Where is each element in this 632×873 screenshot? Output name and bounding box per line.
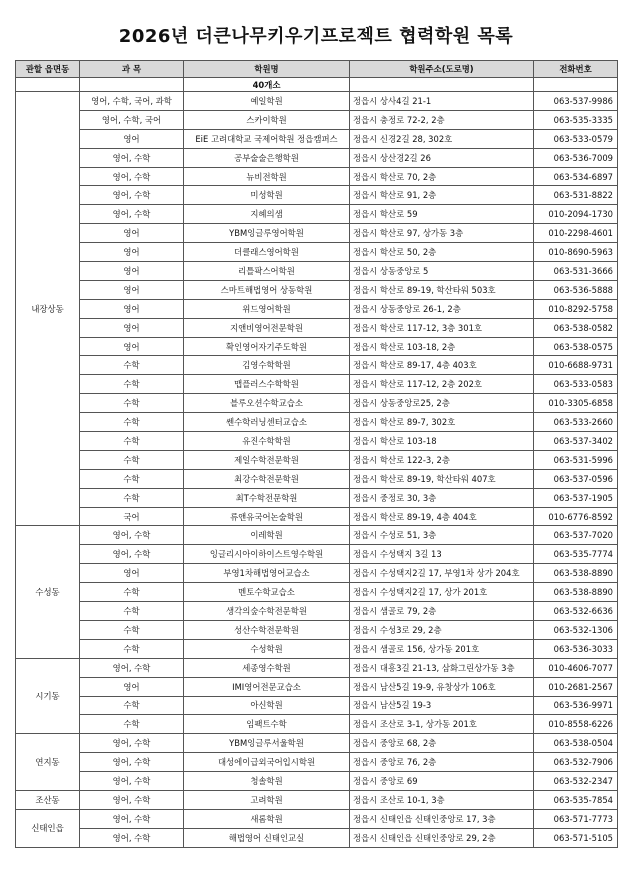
- table-row: [16, 677, 618, 696]
- subject-cell: 영어, 수학, 국어, 과학: [80, 92, 184, 111]
- phone-cell: 063-534-6897: [534, 167, 618, 186]
- subject-cell: 수학: [80, 602, 184, 621]
- address-cell: 정읍시 학산로 103-18, 2층: [350, 337, 534, 356]
- table-row: [16, 564, 618, 583]
- subject-cell: 영어: [80, 299, 184, 318]
- academy-name-cell: 제일수학전문학원: [184, 450, 350, 469]
- address-cell: 정읍시 상동중앙로25, 2층: [350, 394, 534, 413]
- table-row: [16, 129, 618, 148]
- academy-name-cell: 확인영어자기주도학원: [184, 337, 350, 356]
- header-region: 관할 읍면동: [16, 61, 80, 78]
- table-row: [16, 243, 618, 262]
- address-cell: 정읍시 학산로 97, 상가동 3층: [350, 224, 534, 243]
- address-cell: 정읍시 수성3로 29, 2층: [350, 620, 534, 639]
- address-cell: 정읍시 상동중앙로 5: [350, 262, 534, 281]
- subject-cell: 영어, 수학, 국어: [80, 110, 184, 129]
- table-row: [16, 262, 618, 281]
- subject-cell: 영어, 수학: [80, 545, 184, 564]
- phone-cell: 010-8292-5758: [534, 299, 618, 318]
- address-cell: 정읍시 상동중앙로 26-1, 2층: [350, 299, 534, 318]
- academy-name-cell: 임팩트수학: [184, 715, 350, 734]
- table-row: [16, 224, 618, 243]
- phone-cell: 063-571-7773: [534, 809, 618, 828]
- academy-name-cell: YBM잉글루영어학원: [184, 224, 350, 243]
- academy-name-cell: 김영수학학원: [184, 356, 350, 375]
- academy-name-cell: 청솔학원: [184, 772, 350, 791]
- academy-name-cell: 유진수학학원: [184, 432, 350, 451]
- address-cell: 정읍시 학산로 103-18: [350, 432, 534, 451]
- table-row: [16, 715, 618, 734]
- table-row: [16, 356, 618, 375]
- subject-cell: 국어: [80, 507, 184, 526]
- header-address: 학원주소(도로명): [350, 61, 534, 78]
- academy-name-cell: 뉴비전학원: [184, 167, 350, 186]
- phone-cell: 063-536-9971: [534, 696, 618, 715]
- address-cell: 정읍시 학산로 89-19, 학산타워 503호: [350, 280, 534, 299]
- academy-name-cell: 부영1차해법영어교습소: [184, 564, 350, 583]
- subject-cell: 수학: [80, 469, 184, 488]
- academy-name-cell: 지혜의샘: [184, 205, 350, 224]
- total-count: 40개소: [184, 78, 350, 92]
- total-blank: [350, 78, 534, 92]
- total-blank: [534, 78, 618, 92]
- region-cell: 시기동: [16, 658, 80, 734]
- table-row: [16, 432, 618, 451]
- region-cell: 연지동: [16, 734, 80, 791]
- region-cell: 신태인읍: [16, 809, 80, 847]
- table-row: [16, 639, 618, 658]
- academy-name-cell: 아신학원: [184, 696, 350, 715]
- academy-name-cell: 해법영어 신태인교실: [184, 828, 350, 847]
- table-row: [16, 469, 618, 488]
- total-blank: [80, 78, 184, 92]
- subject-cell: 영어, 수학: [80, 734, 184, 753]
- academy-name-cell: 멘토수학교습소: [184, 583, 350, 602]
- address-cell: 정읍시 대흥3길 21-13, 삼화그린상가동 3층: [350, 658, 534, 677]
- table-row: [16, 318, 618, 337]
- address-cell: 정읍시 중정로 30, 3층: [350, 488, 534, 507]
- academy-name-cell: 위드영어학원: [184, 299, 350, 318]
- table-row: [16, 299, 618, 318]
- academy-name-cell: 잉글리시아이하이스트영수학원: [184, 545, 350, 564]
- academy-name-cell: 리틀팍스어학원: [184, 262, 350, 281]
- address-cell: 정읍시 학산로 89-19, 학산타워 407호: [350, 469, 534, 488]
- table-row: [16, 583, 618, 602]
- address-cell: 정읍시 수성택지2길 17, 부영1차 상가 204호: [350, 564, 534, 583]
- academy-name-cell: 세종영수학원: [184, 658, 350, 677]
- address-cell: 정읍시 중앙로 68, 2층: [350, 734, 534, 753]
- address-cell: 정읍시 학산로 117-12, 3층 301호: [350, 318, 534, 337]
- table-row: [16, 413, 618, 432]
- region-cell: 수성동: [16, 526, 80, 658]
- address-cell: 정읍시 조산로 3-1, 상가동 201호: [350, 715, 534, 734]
- subject-cell: 영어, 수학: [80, 790, 184, 809]
- table-row: [16, 696, 618, 715]
- phone-cell: 063-533-0583: [534, 375, 618, 394]
- phone-cell: 010-6688-9731: [534, 356, 618, 375]
- phone-cell: 010-2298-4601: [534, 224, 618, 243]
- table-row: [16, 602, 618, 621]
- table-row: [16, 620, 618, 639]
- phone-cell: 063-538-0582: [534, 318, 618, 337]
- phone-cell: 063-533-0579: [534, 129, 618, 148]
- subject-cell: 영어: [80, 564, 184, 583]
- address-cell: 정읍시 조산로 10-1, 3층: [350, 790, 534, 809]
- phone-cell: 063-532-2347: [534, 772, 618, 791]
- phone-cell: 063-532-7906: [534, 753, 618, 772]
- table-row: [16, 772, 618, 791]
- address-cell: 정읍시 신경2길 28, 302호: [350, 129, 534, 148]
- address-cell: 정읍시 학산로 117-12, 2층 202호: [350, 375, 534, 394]
- subject-cell: 영어: [80, 318, 184, 337]
- subject-cell: 수학: [80, 583, 184, 602]
- subject-cell: 영어: [80, 677, 184, 696]
- subject-cell: 영어: [80, 280, 184, 299]
- address-cell: 정읍시 샘골로 156, 상가동 201호: [350, 639, 534, 658]
- academy-name-cell: 류앤유국어논술학원: [184, 507, 350, 526]
- subject-cell: 수학: [80, 450, 184, 469]
- table-row: [16, 186, 618, 205]
- address-cell: 정읍시 학산로 89-19, 4층 404호: [350, 507, 534, 526]
- address-cell: 정읍시 남산5길 19-9, 유창상가 106호: [350, 677, 534, 696]
- phone-cell: 063-531-8822: [534, 186, 618, 205]
- academy-name-cell: 맵플러스수학학원: [184, 375, 350, 394]
- academy-name-cell: 성산수학전문학원: [184, 620, 350, 639]
- phone-cell: 063-537-9986: [534, 92, 618, 111]
- academy-name-cell: 미성학원: [184, 186, 350, 205]
- address-cell: 정읍시 중앙로 69: [350, 772, 534, 791]
- phone-cell: 063-537-1905: [534, 488, 618, 507]
- phone-cell: 063-537-0596: [534, 469, 618, 488]
- subject-cell: 수학: [80, 620, 184, 639]
- subject-cell: 수학: [80, 639, 184, 658]
- phone-cell: 010-4606-7077: [534, 658, 618, 677]
- phone-cell: 063-536-5888: [534, 280, 618, 299]
- academy-name-cell: 수성학원: [184, 639, 350, 658]
- subject-cell: 수학: [80, 715, 184, 734]
- total-count-row: [16, 78, 618, 92]
- total-blank: [16, 78, 80, 92]
- table-row: [16, 753, 618, 772]
- academy-name-cell: 예일학원: [184, 92, 350, 111]
- phone-cell: 010-6776-8592: [534, 507, 618, 526]
- phone-cell: 063-538-0575: [534, 337, 618, 356]
- phone-cell: 063-533-2660: [534, 413, 618, 432]
- table-row: [16, 790, 618, 809]
- phone-cell: 063-532-6636: [534, 602, 618, 621]
- region-cell: 내장상동: [16, 92, 80, 526]
- table-row: [16, 488, 618, 507]
- table-row: [16, 375, 618, 394]
- phone-cell: 063-532-1306: [534, 620, 618, 639]
- subject-cell: 영어, 수학: [80, 772, 184, 791]
- address-cell: 정읍시 학산로 59: [350, 205, 534, 224]
- subject-cell: 수학: [80, 394, 184, 413]
- academy-name-cell: 공부술술은행학원: [184, 148, 350, 167]
- address-cell: 정읍시 신태인읍 신태인중앙로 29, 2층: [350, 828, 534, 847]
- table-row: [16, 450, 618, 469]
- page-title: 2026년 더큰나무키우기프로젝트 협력학원 목록: [118, 26, 514, 47]
- phone-cell: 063-535-3335: [534, 110, 618, 129]
- phone-cell: 063-537-3402: [534, 432, 618, 451]
- table-row: [16, 280, 618, 299]
- phone-cell: 063-531-3666: [534, 262, 618, 281]
- table-row: [16, 526, 618, 545]
- header-academy-name: 학원명: [184, 61, 350, 78]
- academy-name-cell: 지앤비영어전문학원: [184, 318, 350, 337]
- phone-cell: 063-531-5996: [534, 450, 618, 469]
- address-cell: 정읍시 학산로 50, 2층: [350, 243, 534, 262]
- header-row: [16, 61, 618, 78]
- table-row: [16, 828, 618, 847]
- academy-name-cell: 생각의숲수학전문학원: [184, 602, 350, 621]
- table-row: [16, 337, 618, 356]
- academy-name-cell: 더클래스영어학원: [184, 243, 350, 262]
- phone-cell: 010-2681-2567: [534, 677, 618, 696]
- address-cell: 정읍시 학산로 70, 2층: [350, 167, 534, 186]
- subject-cell: 영어, 수학: [80, 205, 184, 224]
- academy-name-cell: 스마트해법영어 상동학원: [184, 280, 350, 299]
- phone-cell: 063-535-7854: [534, 790, 618, 809]
- academy-name-cell: 고려학원: [184, 790, 350, 809]
- phone-cell: 063-537-7020: [534, 526, 618, 545]
- table-row: [16, 110, 618, 129]
- subject-cell: 영어: [80, 224, 184, 243]
- address-cell: 정읍시 샘골로 79, 2층: [350, 602, 534, 621]
- phone-cell: 063-571-5105: [534, 828, 618, 847]
- phone-cell: 010-8690-5963: [534, 243, 618, 262]
- academy-name-cell: 쎈수학러닝센터교습소: [184, 413, 350, 432]
- table-row: [16, 545, 618, 564]
- academy-name-cell: 블루오션수학교습소: [184, 394, 350, 413]
- address-cell: 정읍시 학산로 89-7, 302호: [350, 413, 534, 432]
- academy-name-cell: 스카이학원: [184, 110, 350, 129]
- phone-cell: 063-538-8890: [534, 583, 618, 602]
- address-cell: 정읍시 학산로 122-3, 2층: [350, 450, 534, 469]
- address-cell: 정읍시 수성로 51, 3층: [350, 526, 534, 545]
- academy-table: [15, 60, 618, 848]
- subject-cell: 영어, 수학: [80, 658, 184, 677]
- subject-cell: 영어: [80, 243, 184, 262]
- address-cell: 정읍시 학산로 89-17, 4층 403호: [350, 356, 534, 375]
- address-cell: 정읍시 신태인읍 신태인중앙로 17, 3층: [350, 809, 534, 828]
- table-row: [16, 92, 618, 111]
- address-cell: 정읍시 상사4길 21-1: [350, 92, 534, 111]
- subject-cell: 영어, 수학: [80, 753, 184, 772]
- academy-name-cell: IMI영어전문교습소: [184, 677, 350, 696]
- subject-cell: 영어, 수학: [80, 828, 184, 847]
- phone-cell: 063-538-8890: [534, 564, 618, 583]
- subject-cell: 영어: [80, 129, 184, 148]
- academy-name-cell: 새롬학원: [184, 809, 350, 828]
- subject-cell: 영어: [80, 262, 184, 281]
- region-cell: 조산동: [16, 790, 80, 809]
- header-subject: 과 목: [80, 61, 184, 78]
- subject-cell: 수학: [80, 696, 184, 715]
- address-cell: 정읍시 수성택지 3길 13: [350, 545, 534, 564]
- address-cell: 정읍시 학산로 91, 2층: [350, 186, 534, 205]
- academy-name-cell: 대성에이급외국어입시학원: [184, 753, 350, 772]
- subject-cell: 영어: [80, 337, 184, 356]
- table-row: [16, 394, 618, 413]
- academy-name-cell: 이레학원: [184, 526, 350, 545]
- phone-cell: 063-536-7009: [534, 148, 618, 167]
- phone-cell: 063-535-7774: [534, 545, 618, 564]
- subject-cell: 영어, 수학: [80, 148, 184, 167]
- address-cell: 정읍시 상산경2길 26: [350, 148, 534, 167]
- table-row: [16, 507, 618, 526]
- academy-name-cell: YBM잉글루서울학원: [184, 734, 350, 753]
- address-cell: 정읍시 충정로 72-2, 2층: [350, 110, 534, 129]
- table-row: [16, 148, 618, 167]
- academy-name-cell: EiE 고려대학교 국제어학원 정읍캠퍼스: [184, 129, 350, 148]
- subject-cell: 수학: [80, 413, 184, 432]
- table-row: [16, 809, 618, 828]
- subject-cell: 수학: [80, 375, 184, 394]
- phone-cell: 063-536-3033: [534, 639, 618, 658]
- subject-cell: 영어, 수학: [80, 809, 184, 828]
- table-row: [16, 734, 618, 753]
- academy-name-cell: 최강수학전문학원: [184, 469, 350, 488]
- table-row: [16, 205, 618, 224]
- address-cell: 정읍시 수성택지2길 17, 상가 201호: [350, 583, 534, 602]
- table-row: [16, 167, 618, 186]
- academy-name-cell: 최T수학전문학원: [184, 488, 350, 507]
- subject-cell: 영어, 수학: [80, 186, 184, 205]
- phone-cell: 010-2094-1730: [534, 205, 618, 224]
- subject-cell: 영어, 수학: [80, 526, 184, 545]
- table-row: [16, 658, 618, 677]
- subject-cell: 수학: [80, 356, 184, 375]
- subject-cell: 영어, 수학: [80, 167, 184, 186]
- subject-cell: 수학: [80, 488, 184, 507]
- phone-cell: 010-8558-6226: [534, 715, 618, 734]
- subject-cell: 수학: [80, 432, 184, 451]
- address-cell: 정읍시 중앙로 76, 2층: [350, 753, 534, 772]
- phone-cell: 063-538-0504: [534, 734, 618, 753]
- address-cell: 정읍시 남산5길 19-3: [350, 696, 534, 715]
- phone-cell: 010-3305-6858: [534, 394, 618, 413]
- header-phone: 전화번호: [534, 61, 618, 78]
